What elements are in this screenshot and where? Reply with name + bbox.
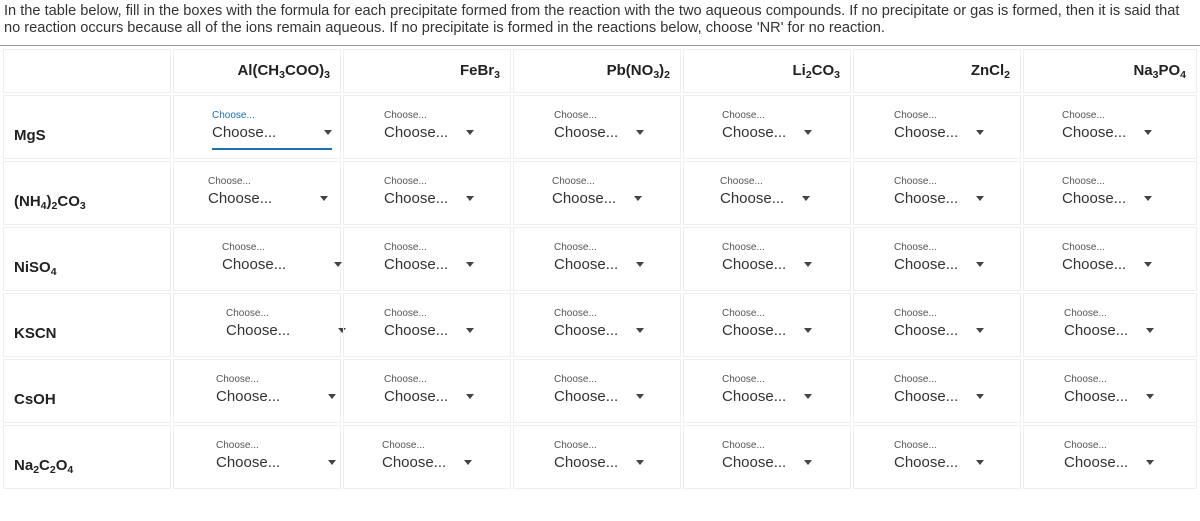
column-header-part: 2 [805,69,812,81]
answer-cell [513,227,681,291]
select-floating-label: Choose... [216,374,259,385]
answer-cell [513,359,681,423]
row-header-part: Na [14,457,34,474]
select-value: Choose... [720,190,785,207]
select-floating-label: Choose... [720,176,763,187]
select-value: Choose... [722,256,787,273]
row-header [14,127,46,144]
select-value: Choose... [1064,388,1129,405]
dropdown-arrow-icon[interactable] [636,130,644,135]
column-header [607,62,670,79]
select-value: Choose... [554,124,619,141]
select-value: Choose... [894,322,959,339]
table-row [2,424,1198,490]
column-header-part: 3 [494,69,500,81]
select-floating-label: Choose... [894,308,937,319]
precipitate-select[interactable] [720,176,808,224]
answer-cell [343,227,511,291]
select-floating-label: Choose... [382,440,425,451]
dropdown-arrow-icon[interactable] [466,130,474,135]
select-floating-label: Choose... [554,242,597,253]
dropdown-arrow-icon[interactable] [1144,130,1152,135]
precipitate-select[interactable] [554,242,642,290]
select-floating-label: Choose... [552,176,595,187]
select-value: Choose... [894,124,959,141]
answer-cell [683,161,851,225]
column-header-part: ) [659,62,665,79]
dropdown-arrow-icon[interactable] [634,196,642,201]
select-floating-label: Choose... [554,374,597,385]
precipitate-select[interactable] [384,110,472,158]
dropdown-arrow-icon[interactable] [320,196,328,201]
answer-cell [173,359,341,423]
row-header-part: 2 [33,464,40,476]
select-floating-label: Choose... [208,176,251,187]
precipitate-select[interactable] [384,374,472,422]
answer-cell [683,425,851,489]
precipitate-select[interactable] [384,308,472,356]
select-floating-label: Choose... [222,242,265,253]
precipitate-select[interactable] [1062,176,1150,224]
select-floating-label: Choose... [894,374,937,385]
row-header-part: 4 [40,200,47,212]
column-header-part: FeBr [459,62,495,79]
column-header-part: 3 [1152,69,1159,81]
column-header-part: Al(CH [237,62,280,79]
column-header [1133,62,1186,79]
select-floating-label: Choose... [384,176,427,187]
select-value: Choose... [1062,256,1127,273]
answer-cell [173,293,341,357]
precipitate-select[interactable] [226,308,346,356]
select-value: Choose... [212,124,277,141]
column-header-cell [1023,49,1197,93]
row-header-part: CO [57,193,80,210]
row-header [14,391,56,408]
answer-cell [1023,293,1197,357]
column-header-part: PO [1158,62,1181,79]
instructions-text: In the table below, fill in the boxes with the formula for each precipitate formed from the reaction with the two aqueous compounds. If no precipitate or gas is formed, then it is said that no reaction occurs because all of the ions remain aqueous. If no precipitate is formed in the reactions below, choose 'NR' for no reaction. [4,3,1180,36]
answer-cell [853,161,1021,225]
answer-cell [513,161,681,225]
column-header-part: CO [811,62,835,79]
focus-underline [212,148,332,150]
row-header-part: ) [46,193,52,210]
dropdown-arrow-icon[interactable] [976,460,984,465]
precipitate-select[interactable] [894,374,982,422]
select-floating-label: Choose... [554,110,597,121]
answer-cell [683,95,851,159]
dropdown-arrow-icon[interactable] [334,262,342,267]
column-header-part: Na [1133,62,1153,79]
select-value: Choose... [554,454,619,471]
column-header-cell [683,49,851,93]
row-header-part: KSCN [14,325,57,342]
select-floating-label: Choose... [384,242,427,253]
select-floating-label: Choose... [722,374,765,385]
select-floating-label: Choose... [554,308,597,319]
precipitate-select[interactable] [384,176,472,224]
column-header-part: 3 [834,69,840,81]
row-header-part: (NH [14,193,41,210]
row-header-part: 2 [51,200,58,212]
answer-cell [513,293,681,357]
select-value: Choose... [216,454,281,471]
select-value: Choose... [384,124,449,141]
column-header-part: 4 [1180,69,1186,81]
column-header-cell [173,49,341,93]
select-value: Choose... [722,454,787,471]
column-header-part: Li [792,62,806,79]
answer-cell [343,293,511,357]
precipitate-select[interactable] [722,374,810,422]
column-header-cell [513,49,681,93]
select-floating-label: Choose... [722,242,765,253]
dropdown-arrow-icon[interactable] [466,262,474,267]
answer-cell [343,161,511,225]
dropdown-arrow-icon[interactable] [1146,328,1154,333]
row-header-cell [3,95,171,159]
dropdown-arrow-icon[interactable] [466,328,474,333]
row-header-part: CsOH [14,391,56,408]
select-floating-label: Choose... [554,440,597,451]
column-header [971,62,1010,79]
select-value: Choose... [554,388,619,405]
precipitate-select[interactable] [222,242,342,290]
dropdown-arrow-icon[interactable] [804,394,812,399]
select-floating-label: Choose... [1062,176,1105,187]
dropdown-arrow-icon[interactable] [1144,196,1152,201]
select-value: Choose... [222,256,287,273]
select-floating-label: Choose... [226,308,269,319]
select-floating-label: Choose... [384,110,427,121]
answer-cell [513,95,681,159]
dropdown-arrow-icon[interactable] [976,328,984,333]
answer-cell [853,293,1021,357]
precipitate-select[interactable] [722,308,810,356]
select-value: Choose... [384,256,449,273]
answer-cell [343,425,511,489]
dropdown-arrow-icon[interactable] [1146,394,1154,399]
select-floating-label: Choose... [722,110,765,121]
precipitate-select[interactable] [722,242,810,290]
select-value: Choose... [208,190,273,207]
row-header-part: 4 [50,266,57,278]
column-header [792,62,840,79]
dropdown-arrow-icon[interactable] [804,328,812,333]
row-header-cell [3,293,171,357]
row-header [14,325,57,342]
precipitate-select[interactable] [382,440,470,488]
precipitate-select[interactable] [722,440,810,488]
row-header-part: C [39,457,50,474]
column-header-part: 3 [653,69,660,81]
dropdown-arrow-icon[interactable] [328,394,336,399]
select-value: Choose... [384,322,449,339]
answer-cell [173,425,341,489]
column-header-part: ZnCl [970,62,1005,79]
precipitate-select[interactable] [554,440,642,488]
answer-cell [1023,161,1197,225]
dropdown-arrow-icon[interactable] [466,394,474,399]
select-value: Choose... [1064,322,1129,339]
select-value: Choose... [722,388,787,405]
table-row [2,160,1198,226]
select-value: Choose... [1064,454,1129,471]
answer-cell [853,425,1021,489]
dropdown-arrow-icon[interactable] [324,130,332,135]
precipitate-select[interactable] [894,242,982,290]
table-row [2,292,1198,358]
select-floating-label: Choose... [722,308,765,319]
dropdown-arrow-icon[interactable] [464,460,472,465]
row-header [14,259,57,276]
select-value: Choose... [552,190,617,207]
answer-cell [513,425,681,489]
precipitate-select[interactable] [1064,308,1152,356]
precipitate-select[interactable] [552,176,640,224]
select-floating-label: Choose... [894,440,937,451]
precipitate-select[interactable] [1062,110,1150,158]
column-header [460,62,500,79]
row-header-cell [3,161,171,225]
precipitate-select[interactable] [208,176,328,224]
dropdown-arrow-icon[interactable] [804,130,812,135]
select-floating-label: Choose... [1062,242,1105,253]
row-header-part: 3 [79,200,86,212]
table-row [2,94,1198,160]
answer-cell [1023,359,1197,423]
select-value: Choose... [722,322,787,339]
dropdown-arrow-icon[interactable] [636,328,644,333]
select-floating-label: Choose... [894,176,937,187]
row-header-part: MgS [14,127,46,144]
select-floating-label: Choose... [212,110,255,121]
select-floating-label: Choose... [384,374,427,385]
select-floating-label: Choose... [1064,308,1107,319]
dropdown-arrow-icon[interactable] [1144,262,1152,267]
column-header-part: 2 [664,69,670,81]
select-floating-label: Choose... [1062,110,1105,121]
column-header-part: 2 [1004,69,1010,81]
answer-cell [343,95,511,159]
column-header-part: Pb(NO [606,62,654,79]
reaction-table [2,48,1198,490]
select-value: Choose... [894,256,959,273]
select-floating-label: Choose... [894,242,937,253]
dropdown-arrow-icon[interactable] [802,196,810,201]
select-floating-label: Choose... [722,440,765,451]
divider [0,45,1200,46]
precipitate-select[interactable] [894,110,982,158]
dropdown-arrow-icon[interactable] [636,460,644,465]
select-value: Choose... [894,454,959,471]
select-value: Choose... [384,190,449,207]
row-header-part: NiSO [14,259,51,276]
select-value: Choose... [894,190,959,207]
column-header-part: COO) [284,62,325,79]
select-value: Choose... [226,322,291,339]
answer-cell [1023,425,1197,489]
row-header [14,457,73,474]
select-value: Choose... [216,388,281,405]
row-header-part: O [55,457,68,474]
select-value: Choose... [722,124,787,141]
select-value: Choose... [382,454,447,471]
column-header-part: 3 [324,69,330,81]
precipitate-select[interactable] [554,374,642,422]
dropdown-arrow-icon[interactable] [976,262,984,267]
row-header-part: 4 [67,464,74,476]
select-value: Choose... [554,322,619,339]
answer-cell [173,95,341,159]
precipitate-select[interactable] [212,110,332,158]
select-floating-label: Choose... [384,308,427,319]
select-value: Choose... [1062,124,1127,141]
dropdown-arrow-icon[interactable] [1146,460,1154,465]
dropdown-arrow-icon[interactable] [636,262,644,267]
precipitate-select[interactable] [1064,440,1152,488]
answer-cell [683,359,851,423]
row-header-cell [3,425,171,489]
precipitate-select[interactable] [384,242,472,290]
select-floating-label: Choose... [894,110,937,121]
answer-cell [1023,227,1197,291]
precipitate-select[interactable] [1064,374,1152,422]
dropdown-arrow-icon[interactable] [976,394,984,399]
precipitate-select[interactable] [894,440,982,488]
column-header-cell [343,49,511,93]
precipitate-select[interactable] [554,110,642,158]
select-floating-label: Choose... [216,440,259,451]
answer-cell [683,293,851,357]
select-value: Choose... [384,388,449,405]
answer-cell [853,359,1021,423]
row-header-cell [3,359,171,423]
dropdown-arrow-icon[interactable] [804,460,812,465]
answer-cell [1023,95,1197,159]
answer-cell [173,161,341,225]
row-header [14,193,86,210]
answer-cell [853,227,1021,291]
dropdown-arrow-icon[interactable] [976,196,984,201]
corner-cell [3,49,171,93]
answer-cell [173,227,341,291]
column-header-cell [853,49,1021,93]
precipitate-select[interactable] [216,440,336,488]
select-floating-label: Choose... [1064,440,1107,451]
column-header [237,62,330,79]
dropdown-arrow-icon[interactable] [976,130,984,135]
dropdown-arrow-icon[interactable] [636,394,644,399]
dropdown-arrow-icon[interactable] [466,196,474,201]
select-floating-label: Choose... [1064,374,1107,385]
table-row [2,226,1198,292]
answer-cell [683,227,851,291]
row-header-part: 2 [49,464,56,476]
precipitate-select[interactable] [722,110,810,158]
precipitate-select[interactable] [1062,242,1150,290]
dropdown-arrow-icon[interactable] [804,262,812,267]
precipitate-select[interactable] [894,308,982,356]
dropdown-arrow-icon[interactable] [328,460,336,465]
precipitate-select[interactable] [216,374,336,422]
answer-cell [853,95,1021,159]
precipitate-select[interactable] [554,308,642,356]
row-header-cell [3,227,171,291]
select-value: Choose... [894,388,959,405]
precipitate-select[interactable] [894,176,982,224]
table-row [2,358,1198,424]
select-value: Choose... [554,256,619,273]
column-header-part: 3 [279,69,285,81]
select-value: Choose... [1062,190,1127,207]
answer-cell [343,359,511,423]
